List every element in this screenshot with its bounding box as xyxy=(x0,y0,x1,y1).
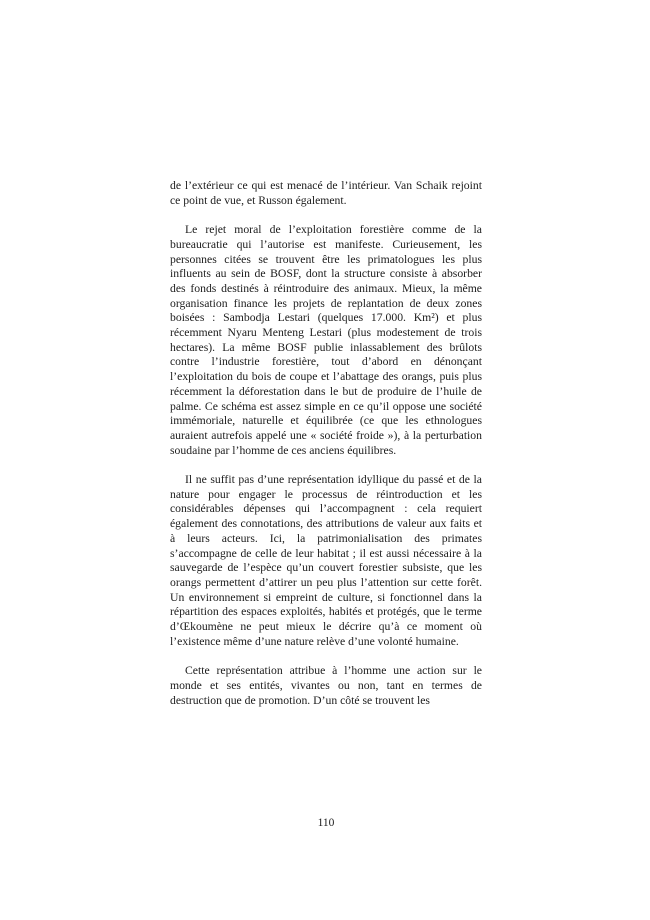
page-text-block xyxy=(170,179,482,708)
paragraph: Il ne suffit pas d’une représentation idyllique du passé et de la nature pour engager le processus de réintroduction et les considérables dépenses qui l’accompagnent : cela requiert également des connotations, des attributions de valeur aux faits et à leurs acteurs. Ici, la patrimonialisation des primates s’accompagne de celle de leur habitat ; il est aussi nécessaire à la sauvegarde de l’espèce qu’un couvert forestier subsiste, que les orangs permettent d’attirer un peu plus l’attention sur cette forêt. Un environnement si empreint de culture, si fonctionnel dans la répartition des espaces exploités, habités et protégés, que le terme d’Œkoumène ne peut mieux le décrire qu’à ce moment où l’existence même d’une nature relève d’une volonté humaine. xyxy=(170,473,482,648)
paragraph: Cette représentation attribue à l’homme une action sur le monde et ses entités, vivantes ou non, tant en termes de destruction que de promotion. D’un côté se trouvent les xyxy=(170,664,482,707)
page-number: 110 xyxy=(317,817,335,829)
paragraph-continuation: de l’extérieur ce qui est menacé de l’intérieur. Van Schaik rejoint ce point de vue, et Russon également. xyxy=(170,179,482,207)
paragraph: Le rejet moral de l’exploitation forestière comme de la bureaucratie qui l’autorise est manifeste. Curieusement, les personnes citées se trouvent être les primatologues les plus influents au sein de BOSF, dont la structure consiste à absorber des fonds destinés à réintroduire des animaux. Mieux, la même organisation finance les projets de replantation de deux zones boisées : Sambodja Lestari (quelques 17.000. Km²) et plus récemment Nyaru Menteng Lestari (plus modestement de trois hectares). La même BOSF publie inlassablement des brûlots contre l’industrie forestière, tout d’abord en dénonçant l’exploitation du bois de coupe et l’abattage des orangs, puis plus récemment la déforestation dans le but de produire de l’huile de palme. Ce schéma est assez simple en ce qu’il oppose une société immémoriale, naturelle et équilibrée (ce que les ethnologues auraient autrefois appelé une « société froide »), à la perturbation soudaine par l’homme de ces anciens équilibres. xyxy=(170,223,482,457)
